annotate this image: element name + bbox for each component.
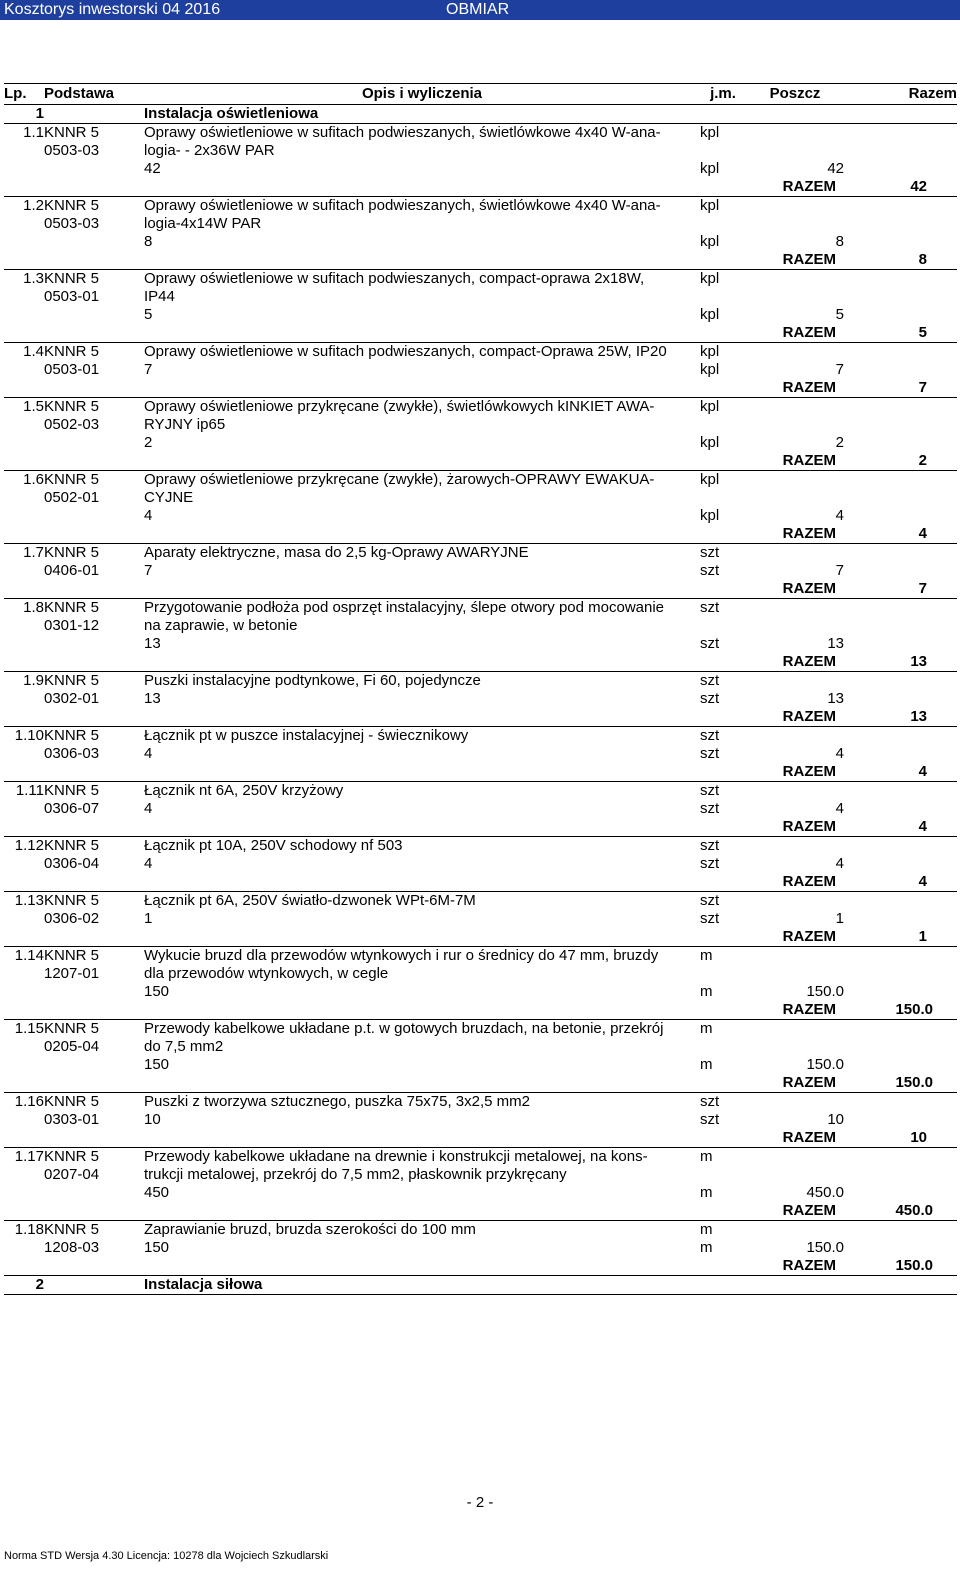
item-total-value: 1 <box>844 928 957 947</box>
item-partial-total: 13 <box>827 635 844 652</box>
item-quantity: 2 <box>144 434 153 451</box>
item-quantity: 7 <box>144 562 153 579</box>
item-quantity-row <box>4 361 957 379</box>
total-spacer <box>4 873 700 892</box>
item-description: Aparaty elektryczne, masa do 2,5 kg-Oprawy AWARYJNE <box>144 544 529 561</box>
item-partial-total: 7 <box>835 562 844 579</box>
item-quantity: 4 <box>144 855 153 872</box>
item-description-row <box>4 599 957 636</box>
header-poszcz: Poszcz <box>746 84 844 105</box>
total-spacer <box>4 928 700 947</box>
item-basis-code: KNNR 5 0406-01 <box>44 544 100 579</box>
item-quantity-unit: szt <box>700 635 720 652</box>
item-unit: m <box>700 1148 713 1165</box>
item-total-value: 450.0 <box>844 1202 957 1221</box>
item-quantity: 10 <box>144 1111 161 1128</box>
item-description: Zaprawianie bruzd, bruzda szerokości do 100 mm <box>144 1221 476 1238</box>
item-unit: kpl <box>700 197 720 214</box>
item-description-row <box>4 892 957 911</box>
item-spacer <box>746 599 957 636</box>
item-spacer <box>844 855 957 873</box>
item-quantity-row <box>4 562 957 580</box>
item-total-value: 4 <box>844 763 957 782</box>
item-number: 1.14 <box>14 947 44 964</box>
total-label: RAZEM <box>700 379 844 398</box>
item-total-value: 5 <box>844 324 957 343</box>
item-quantity-row <box>4 434 957 452</box>
total-label: RAZEM <box>700 818 844 837</box>
item-partial-total: 450.0 <box>806 1184 844 1201</box>
item-partial-total: 4 <box>835 507 844 524</box>
item-quantity-unit: szt <box>700 562 720 579</box>
item-description: Oprawy oświetleniowe w sufitach podwieszanych, compact-oprawa 2x18W, IP44 <box>144 270 645 305</box>
item-total-row <box>4 251 957 270</box>
total-label: RAZEM <box>700 873 844 892</box>
item-quantity-row <box>4 1184 957 1202</box>
total-label: RAZEM <box>700 1202 844 1221</box>
item-partial-total: 1 <box>835 910 844 927</box>
total-spacer <box>4 1257 700 1276</box>
item-total-row <box>4 818 957 837</box>
item-quantity: 8 <box>144 233 153 250</box>
item-partial-total: 10 <box>827 1111 844 1128</box>
item-partial-total: 2 <box>835 434 844 451</box>
item-description: Oprawy oświetleniowe w sufitach podwieszanych, compact-Oprawa 25W, IP20 <box>144 343 667 360</box>
item-total-row <box>4 525 957 544</box>
total-label: RAZEM <box>700 928 844 947</box>
item-unit: szt <box>700 544 720 561</box>
total-label: RAZEM <box>700 653 844 672</box>
item-spacer <box>746 124 957 161</box>
item-unit: kpl <box>700 124 720 141</box>
section-spacer <box>44 105 144 124</box>
item-description-row <box>4 471 957 508</box>
item-partial-total: 42 <box>827 160 844 177</box>
item-description-row <box>4 1020 957 1057</box>
item-unit: m <box>700 947 713 964</box>
item-description-row <box>4 782 957 801</box>
header-podstawa: Podstawa <box>44 84 144 105</box>
item-basis-code: KNNR 5 0503-01 <box>44 270 100 305</box>
item-total-row <box>4 1129 957 1148</box>
item-unit: kpl <box>700 398 720 415</box>
section-row <box>4 1276 957 1295</box>
item-unit: szt <box>700 727 720 744</box>
item-number: 1.15 <box>14 1020 44 1037</box>
item-partial-total: 150.0 <box>806 1239 844 1256</box>
item-quantity-unit: m <box>700 983 713 1000</box>
item-spacer <box>746 892 957 911</box>
item-description-row <box>4 727 957 746</box>
item-total-value: 150.0 <box>844 1001 957 1020</box>
section-row <box>4 105 957 124</box>
item-total-row <box>4 580 957 599</box>
item-quantity-row <box>4 160 957 178</box>
total-label: RAZEM <box>700 1257 844 1276</box>
item-description: Oprawy oświetleniowe w sufitach podwieszanych, świetlówkowe 4x40 W-ana- logia-4x14W PAR <box>144 197 661 232</box>
item-description-row <box>4 1221 957 1240</box>
item-spacer <box>844 361 957 379</box>
item-description: Puszki instalacyjne podtynkowe, Fi 60, pojedyncze <box>144 672 481 689</box>
item-total-row <box>4 178 957 197</box>
total-spacer <box>4 1074 700 1093</box>
item-quantity-row <box>4 690 957 708</box>
item-quantity-unit: szt <box>700 800 720 817</box>
item-description: Oprawy oświetleniowe przykręcane (zwykłe), świetlówkowych kINKIET AWA- RYJNY ip65 <box>144 398 655 433</box>
item-quantity-unit: kpl <box>700 361 720 378</box>
item-number: 1.1 <box>23 124 44 141</box>
cost-estimate-table <box>4 83 957 1295</box>
item-spacer <box>844 910 957 928</box>
total-label: RAZEM <box>700 580 844 599</box>
item-quantity: 450 <box>144 1184 170 1201</box>
item-quantity-unit: kpl <box>700 306 720 323</box>
item-spacer <box>746 471 957 508</box>
total-spacer <box>4 763 700 782</box>
item-total-value: 4 <box>844 525 957 544</box>
item-quantity-row <box>4 1111 957 1129</box>
item-spacer <box>844 983 957 1001</box>
item-spacer <box>844 233 957 251</box>
item-total-value: 10 <box>844 1129 957 1148</box>
item-spacer <box>746 270 957 307</box>
item-spacer <box>746 1020 957 1057</box>
item-total-value: 13 <box>844 708 957 727</box>
license-footer: Norma STD Wersja 4.30 Licencja: 10278 dla Wojciech Szkudlarski <box>4 1550 329 1562</box>
item-quantity-row <box>4 983 957 1001</box>
item-quantity-row <box>4 745 957 763</box>
item-spacer <box>746 1093 957 1112</box>
item-unit: szt <box>700 782 720 799</box>
item-spacer <box>746 782 957 801</box>
item-description: Łącznik pt 6A, 250V światło-dzwonek WPt-6M-7M <box>144 892 476 909</box>
section-title: Instalacja siłowa <box>144 1276 957 1295</box>
item-description-row <box>4 1093 957 1112</box>
item-description-row <box>4 197 957 234</box>
item-spacer <box>844 306 957 324</box>
item-unit: szt <box>700 892 720 909</box>
item-unit: m <box>700 1221 713 1238</box>
title-bar <box>0 0 960 20</box>
item-spacer <box>746 544 957 563</box>
item-spacer <box>844 690 957 708</box>
item-total-value: 150.0 <box>844 1257 957 1276</box>
total-label: RAZEM <box>700 324 844 343</box>
item-partial-total: 5 <box>835 306 844 323</box>
item-quantity: 4 <box>144 800 153 817</box>
item-quantity: 7 <box>144 361 153 378</box>
item-spacer <box>844 434 957 452</box>
item-basis-code: KNNR 5 0306-07 <box>44 782 100 817</box>
total-spacer <box>4 379 700 398</box>
item-basis-code: KNNR 5 0503-03 <box>44 124 100 159</box>
item-total-row <box>4 324 957 343</box>
item-total-value: 13 <box>844 653 957 672</box>
item-description-row <box>4 672 957 691</box>
item-quantity-row <box>4 855 957 873</box>
item-quantity: 13 <box>144 635 161 652</box>
total-label: RAZEM <box>700 763 844 782</box>
header-razem: Razem <box>844 84 957 105</box>
item-partial-total: 150.0 <box>806 1056 844 1073</box>
item-unit: kpl <box>700 343 720 360</box>
header-lp: Lp. <box>4 84 44 105</box>
item-total-row <box>4 653 957 672</box>
item-basis-code: KNNR 5 0503-01 <box>44 343 100 378</box>
total-spacer <box>4 580 700 599</box>
item-number: 1.6 <box>23 471 44 488</box>
item-description-row <box>4 544 957 563</box>
item-partial-total: 150.0 <box>806 983 844 1000</box>
item-quantity-row <box>4 635 957 653</box>
item-quantity-unit: szt <box>700 1111 720 1128</box>
total-spacer <box>4 251 700 270</box>
item-unit: szt <box>700 599 720 616</box>
total-spacer <box>4 525 700 544</box>
item-total-value: 7 <box>844 379 957 398</box>
item-spacer <box>844 160 957 178</box>
item-total-row <box>4 452 957 471</box>
item-quantity-unit: szt <box>700 855 720 872</box>
item-basis-code: KNNR 5 0502-03 <box>44 398 100 433</box>
item-spacer <box>844 562 957 580</box>
item-spacer <box>844 800 957 818</box>
item-basis-code: KNNR 5 0205-04 <box>44 1020 100 1055</box>
item-unit: m <box>700 1020 713 1037</box>
item-spacer <box>746 1148 957 1185</box>
total-label: RAZEM <box>700 1129 844 1148</box>
item-description: Przewody kabelkowe układane p.t. w gotowych bruzdach, na betonie, przekrój do 7,5 mm2 <box>144 1020 664 1055</box>
total-spacer <box>4 324 700 343</box>
section-spacer <box>44 1276 144 1295</box>
item-basis-code: KNNR 5 1208-03 <box>44 1221 100 1256</box>
item-partial-total: 13 <box>827 690 844 707</box>
item-number: 1.3 <box>23 270 44 287</box>
item-quantity-unit: m <box>700 1184 713 1201</box>
item-spacer <box>746 727 957 746</box>
item-spacer <box>746 1221 957 1240</box>
item-total-row <box>4 1202 957 1221</box>
item-number: 1.17 <box>14 1148 44 1165</box>
item-quantity-unit: kpl <box>700 507 720 524</box>
item-quantity-row <box>4 1056 957 1074</box>
item-quantity-unit: szt <box>700 745 720 762</box>
item-basis-code: KNNR 5 0306-02 <box>44 892 100 927</box>
item-basis-code: KNNR 5 0301-12 <box>44 599 100 634</box>
item-unit: kpl <box>700 471 720 488</box>
item-description: Przewody kabelkowe układane na drewnie i konstrukcji metalowej, na kons- trukcji metalowej, przekrój do 7,5 mm2, płaskownik przykręcany <box>144 1148 648 1183</box>
item-quantity-unit: szt <box>700 690 720 707</box>
item-total-value: 4 <box>844 873 957 892</box>
item-quantity-unit: m <box>700 1056 713 1073</box>
header-opis: Opis i wyliczenia <box>144 84 700 105</box>
item-unit: szt <box>700 1093 720 1110</box>
item-quantity-row <box>4 910 957 928</box>
total-spacer <box>4 818 700 837</box>
item-description-row <box>4 270 957 307</box>
total-label: RAZEM <box>700 1001 844 1020</box>
total-spacer <box>4 1202 700 1221</box>
item-description-row <box>4 124 957 161</box>
item-quantity-row <box>4 507 957 525</box>
item-quantity: 42 <box>144 160 161 177</box>
item-total-value: 7 <box>844 580 957 599</box>
item-number: 1.13 <box>14 892 44 909</box>
section-number: 1 <box>4 105 44 124</box>
item-quantity-unit: szt <box>700 910 720 927</box>
item-total-row <box>4 1257 957 1276</box>
total-spacer <box>4 1001 700 1020</box>
item-spacer <box>746 398 957 435</box>
total-label: RAZEM <box>700 178 844 197</box>
document-title: Kosztorys inwestorski 04 2016 <box>4 1 221 18</box>
item-quantity-row <box>4 233 957 251</box>
table-body <box>4 105 957 1295</box>
item-quantity-unit: kpl <box>700 434 720 451</box>
page-number: - 2 - <box>466 1494 494 1511</box>
item-quantity: 4 <box>144 745 153 762</box>
item-total-row <box>4 379 957 398</box>
item-partial-total: 8 <box>835 233 844 250</box>
item-spacer <box>844 635 957 653</box>
item-basis-code: KNNR 5 1207-01 <box>44 947 100 982</box>
total-label: RAZEM <box>700 1074 844 1093</box>
item-number: 1.12 <box>14 837 44 854</box>
item-spacer <box>844 745 957 763</box>
item-description-row <box>4 947 957 984</box>
item-quantity-row <box>4 1239 957 1257</box>
item-description-row <box>4 1148 957 1185</box>
item-quantity-unit: m <box>700 1239 713 1256</box>
item-number: 1.11 <box>15 782 44 799</box>
item-description-row <box>4 343 957 362</box>
item-total-row <box>4 763 957 782</box>
item-total-value: 42 <box>844 178 957 197</box>
total-label: RAZEM <box>700 525 844 544</box>
item-unit: szt <box>700 837 720 854</box>
item-number: 1.9 <box>23 672 44 689</box>
item-spacer <box>844 1184 957 1202</box>
item-quantity-row <box>4 306 957 324</box>
item-total-row <box>4 928 957 947</box>
item-partial-total: 4 <box>835 800 844 817</box>
item-number: 1.7 <box>23 544 44 561</box>
total-spacer <box>4 653 700 672</box>
item-description: Łącznik nt 6A, 250V krzyżowy <box>144 782 344 799</box>
item-total-value: 2 <box>844 452 957 471</box>
item-number: 1.2 <box>23 197 44 214</box>
item-quantity-row <box>4 800 957 818</box>
item-unit: kpl <box>700 270 720 287</box>
item-number: 1.8 <box>23 599 44 616</box>
item-total-row <box>4 1001 957 1020</box>
item-total-row <box>4 873 957 892</box>
item-quantity: 150 <box>144 1239 170 1256</box>
total-label: RAZEM <box>700 251 844 270</box>
item-description: Łącznik pt 10A, 250V schodowy nf 503 <box>144 837 403 854</box>
total-spacer <box>4 178 700 197</box>
item-quantity-unit: kpl <box>700 233 720 250</box>
item-spacer <box>844 507 957 525</box>
item-spacer <box>746 343 957 362</box>
item-number: 1.18 <box>14 1221 44 1238</box>
item-number: 1.16 <box>14 1093 44 1110</box>
item-spacer <box>844 1056 957 1074</box>
item-quantity: 4 <box>144 507 153 524</box>
item-total-value: 8 <box>844 251 957 270</box>
item-spacer <box>746 197 957 234</box>
item-basis-code: KNNR 5 0502-01 <box>44 471 100 506</box>
item-partial-total: 4 <box>835 745 844 762</box>
item-description: Oprawy oświetleniowe przykręcane (zwykłe), żarowych-OPRAWY EWAKUA- CYJNE <box>144 471 655 506</box>
item-basis-code: KNNR 5 0207-04 <box>44 1148 100 1183</box>
total-label: RAZEM <box>700 708 844 727</box>
total-spacer <box>4 708 700 727</box>
item-quantity-unit: kpl <box>700 160 720 177</box>
item-quantity: 13 <box>144 690 161 707</box>
item-total-row <box>4 1074 957 1093</box>
item-spacer <box>844 1111 957 1129</box>
item-description: Łącznik pt w puszce instalacyjnej - świecznikowy <box>144 727 469 744</box>
item-description-row <box>4 837 957 856</box>
item-basis-code: KNNR 5 0303-01 <box>44 1093 100 1128</box>
item-total-value: 150.0 <box>844 1074 957 1093</box>
item-total-value: 4 <box>844 818 957 837</box>
item-quantity: 150 <box>144 983 170 1000</box>
item-basis-code: KNNR 5 0306-04 <box>44 837 100 872</box>
item-description-row <box>4 398 957 435</box>
item-spacer <box>746 837 957 856</box>
item-quantity: 1 <box>144 910 153 927</box>
item-description: Oprawy oświetleniowe w sufitach podwieszanych, świetlówkowe 4x40 W-ana- logia- - 2x36W PAR <box>144 124 661 159</box>
item-partial-total: 4 <box>835 855 844 872</box>
item-spacer <box>844 1239 957 1257</box>
item-spacer <box>746 947 957 984</box>
item-partial-total: 7 <box>835 361 844 378</box>
section-title: Instalacja oświetleniowa <box>144 105 957 124</box>
total-label: RAZEM <box>700 452 844 471</box>
item-basis-code: KNNR 5 0306-03 <box>44 727 100 762</box>
item-description: Przygotowanie podłoża pod osprzęt instalacyjny, ślepe otwory pod mocowanie na zaprawie, w betonie <box>144 599 665 634</box>
item-quantity: 150 <box>144 1056 170 1073</box>
item-number: 1.5 <box>23 398 44 415</box>
item-description: Wykucie bruzd dla przewodów wtynkowych i rur o średnicy do 47 mm, bruzdy dla przewodów wtynkowych, w cegle <box>144 947 659 982</box>
table-header-row <box>4 84 957 105</box>
item-unit: szt <box>700 672 720 689</box>
item-number: 1.4 <box>23 343 44 360</box>
section-title: OBMIAR <box>446 1 510 18</box>
total-spacer <box>4 1129 700 1148</box>
item-spacer <box>746 672 957 691</box>
item-basis-code: KNNR 5 0503-03 <box>44 197 100 232</box>
item-number: 1.10 <box>14 727 44 744</box>
total-spacer <box>4 452 700 471</box>
section-number: 2 <box>4 1276 44 1295</box>
header-jm: j.m. <box>700 84 746 105</box>
item-basis-code: KNNR 5 0302-01 <box>44 672 100 707</box>
item-total-row <box>4 708 957 727</box>
item-description: Puszki z tworzywa sztucznego, puszka 75x75, 3x2,5 mm2 <box>144 1093 531 1110</box>
item-quantity: 5 <box>144 306 153 323</box>
